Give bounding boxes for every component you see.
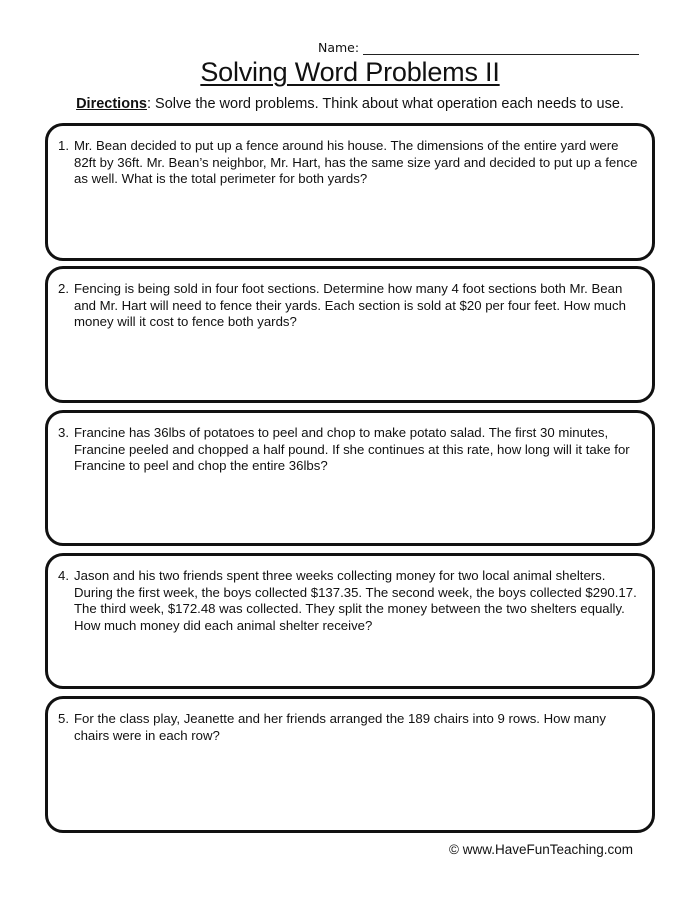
name-input-line[interactable] bbox=[363, 40, 639, 55]
problem-box-2 bbox=[45, 266, 655, 403]
problem-number: 3. bbox=[58, 425, 69, 440]
problem-box-5 bbox=[45, 696, 655, 833]
problem-text: Mr. Bean decided to put up a fence around his house. The dimensions of the entire yard were 82ft by 36ft. Mr. Bean’s neighbor, Mr. Hart, has the same size yard and decided to put up a fence as well. What is the total perimeter for both yards? bbox=[74, 138, 638, 186]
problem-3 bbox=[48, 413, 652, 475]
problem-text: For the class play, Jeanette and her friends arranged the 189 chairs into 9 rows. How many chairs were in each row? bbox=[74, 711, 606, 743]
answer-area-4[interactable] bbox=[48, 642, 652, 686]
problem-text: Francine has 36lbs of potatoes to peel and chop to make potato salad. The first 30 minutes, Francine peeled and chopped a half pound. If she continues at this rate, how long will it take for Francine to peel and chop the entire 36lbs? bbox=[74, 425, 630, 473]
answer-area-3[interactable] bbox=[48, 483, 652, 543]
directions-label: Directions bbox=[76, 96, 147, 112]
directions bbox=[0, 96, 700, 112]
problem-box-1 bbox=[45, 123, 655, 261]
answer-area-5[interactable] bbox=[48, 751, 652, 830]
directions-text: : Solve the word problems. Think about what operation each needs to use. bbox=[147, 96, 624, 112]
problem-4 bbox=[48, 556, 652, 634]
problem-2 bbox=[48, 269, 652, 331]
worksheet-title: Solving Word Problems II bbox=[200, 57, 500, 87]
name-label: Name: bbox=[318, 40, 360, 55]
problem-number: 1. bbox=[58, 138, 69, 153]
problem-box-4 bbox=[45, 553, 655, 689]
problem-5 bbox=[48, 699, 652, 744]
problem-text: Fencing is being sold in four foot sections. Determine how many 4 foot sections both Mr. Bean and Mr. Hart will need to fence their yards. Each section is sold at $20 per four feet. How much money will it cost to fence both yards? bbox=[74, 281, 626, 329]
answer-area-2[interactable] bbox=[48, 339, 652, 400]
problem-1 bbox=[48, 126, 652, 188]
problem-text: Jason and his two friends spent three weeks collecting money for two local animal shelters. During the first week, the boys collected $137.35. The second week, the boys collected $290.17. The third week, $172.48 was collected. They split the money between the two shelters equally. How much money did each animal shelter receive? bbox=[74, 568, 637, 633]
problem-box-3 bbox=[45, 410, 655, 546]
answer-area-1[interactable] bbox=[48, 196, 652, 258]
name-field-row bbox=[318, 40, 639, 55]
problem-number: 5. bbox=[58, 711, 69, 726]
problem-number: 2. bbox=[58, 281, 69, 296]
copyright-footer: © www.HaveFunTeaching.com bbox=[449, 842, 634, 857]
problem-number: 4. bbox=[58, 568, 69, 583]
